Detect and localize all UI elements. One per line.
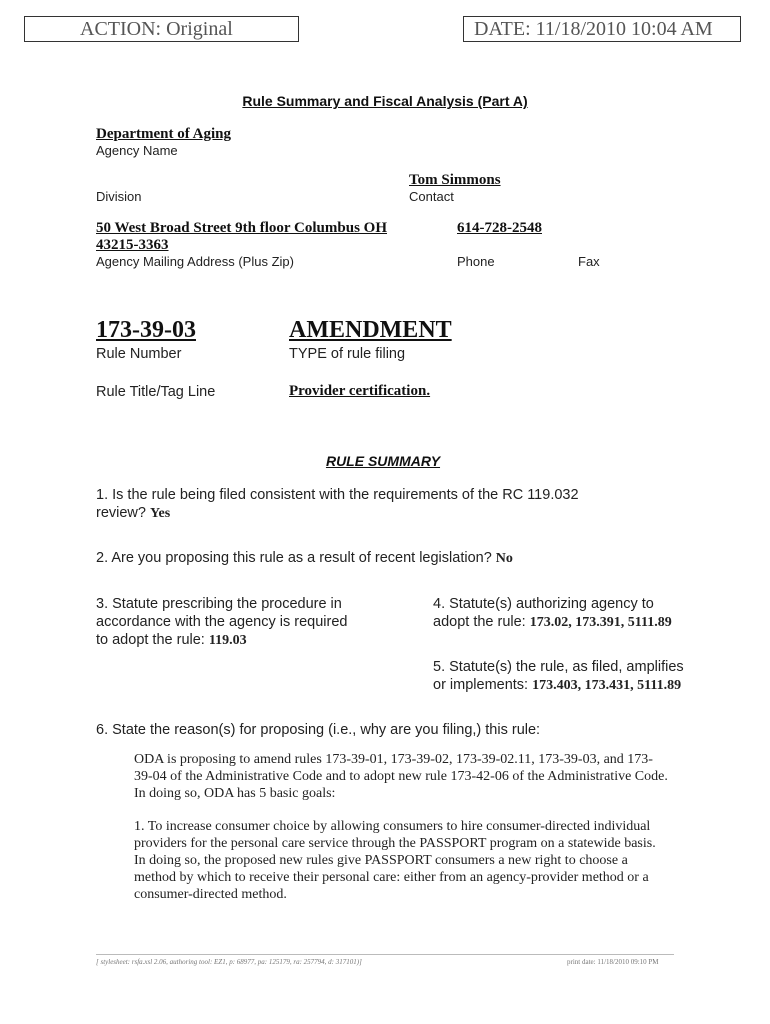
action-box xyxy=(24,16,299,42)
action-text: ACTION: Original xyxy=(80,18,233,40)
footer-rule xyxy=(96,954,674,955)
address-line2: 43215-3363 xyxy=(96,237,169,253)
question-3 xyxy=(96,595,347,650)
date-text: DATE: 11/18/2010 10:04 AM xyxy=(474,18,713,40)
question-4-line1: 4. Statute(s) authorizing agency to xyxy=(433,596,654,612)
date-box xyxy=(463,16,741,42)
question-4-line2: adopt the rule: xyxy=(433,614,526,630)
footer-left: [ stylesheet: rsfa.xsl 2.06, authoring tool: EZ1, p: 68977, pa: 125179, ra: 257794, d: 317101)] xyxy=(96,958,362,966)
rule-type-value: AMENDMENT xyxy=(289,317,452,343)
question-1-line1: 1. Is the rule being filed consistent with the requirements of the RC 119.032 xyxy=(96,487,579,503)
rule-type-label: TYPE of rule filing xyxy=(289,346,406,362)
question-5-line2: or implements: xyxy=(433,677,529,693)
contact-value: Tom Simmons xyxy=(409,172,501,188)
question-4 xyxy=(433,595,672,632)
question-5 xyxy=(433,658,684,695)
fax-label: Fax xyxy=(578,254,600,269)
phone-value: 614-728-2548 xyxy=(457,220,542,236)
rule-title-label: Rule Title/Tag Line xyxy=(96,384,216,400)
question-3-line3: to adopt the rule: xyxy=(96,632,205,648)
phone-label: Phone xyxy=(457,254,495,269)
question-1-answer: Yes xyxy=(150,506,171,521)
question-5-line1: 5. Statute(s) the rule, as filed, amplifies xyxy=(433,659,684,675)
page-title: Rule Summary and Fiscal Analysis (Part A) xyxy=(242,93,528,109)
reason-paragraph-1: ODA is proposing to amend rules 173-39-01, 173-39-02, 173-39-02.11, 173-39-03, and 173-39-04 of the Administrative Code and to adopt new rule 173-42-06 of the Administrative Code. In doing so, ODA has 5 basic goals: xyxy=(134,752,668,801)
rule-title-value: Provider certification. xyxy=(289,383,431,399)
footer-right: print date: 11/18/2010 09:10 PM xyxy=(567,958,659,966)
rule-number-label: Rule Number xyxy=(96,346,182,362)
question-1 xyxy=(96,486,579,523)
question-2-text: 2. Are you proposing this rule as a result of recent legislation? xyxy=(96,550,492,566)
address-label: Agency Mailing Address (Plus Zip) xyxy=(96,254,294,269)
question-4-answer: 173.02, 173.391, 5111.89 xyxy=(529,615,672,630)
rule-number-value: 173-39-03 xyxy=(96,317,196,343)
question-5-answer: 173.403, 173.431, 5111.89 xyxy=(532,678,682,693)
question-3-answer: 119.03 xyxy=(208,633,247,648)
reason-paragraph-2: 1. To increase consumer choice by allowing consumers to hire consumer-directed individual providers for the personal care service through the PASSPORT program on a statewide basis. In doing so, the proposed new rules give PASSPORT consumers a new right to choose a method by which to receive their personal care: either from an agency-provider method or a consumer-directed method. xyxy=(134,819,656,902)
rule-summary-heading: RULE SUMMARY xyxy=(325,453,441,469)
division-label: Division xyxy=(96,189,142,204)
question-1-line2: review? xyxy=(96,505,146,521)
question-2 xyxy=(96,549,513,568)
question-3-line1: 3. Statute prescribing the procedure in xyxy=(96,596,342,612)
contact-label: Contact xyxy=(409,189,454,204)
address-line1: 50 West Broad Street 9th floor Columbus OH xyxy=(96,220,387,236)
agency-name-label: Agency Name xyxy=(96,143,178,158)
agency-name-value: Department of Aging xyxy=(96,126,231,142)
question-6: 6. State the reason(s) for proposing (i.e., why are you filing,) this rule: xyxy=(96,722,541,738)
question-3-line2: accordance with the agency is required xyxy=(96,614,348,630)
question-2-answer: No xyxy=(495,551,513,566)
